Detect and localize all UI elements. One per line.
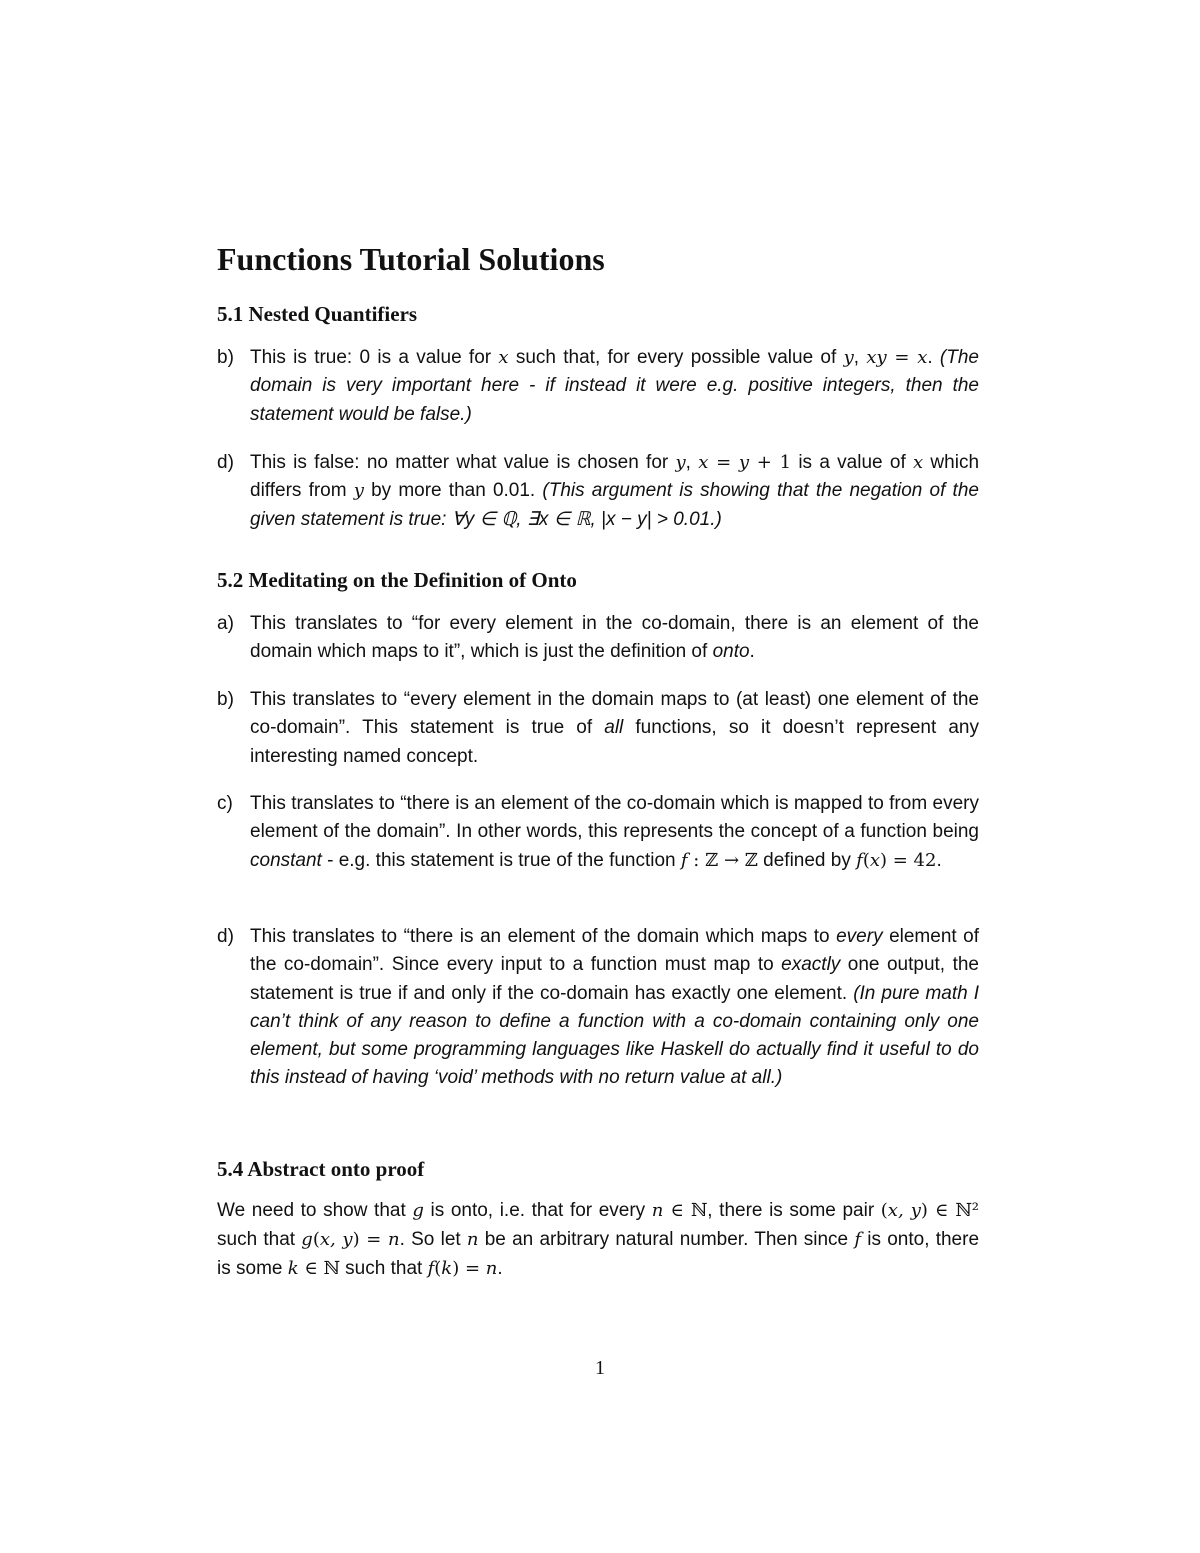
math-run: ( xyxy=(880,1200,888,1221)
section-heading-5-1: 5.1 Nested Quantifiers xyxy=(217,302,418,326)
text-run: This translates to “every element in the domain maps to (at least) one element of the co-domain”. This statement is true of xyxy=(250,689,979,739)
math-run: x xyxy=(869,849,880,871)
text-run: . xyxy=(936,849,942,871)
math-run: n xyxy=(388,1228,400,1250)
list-item xyxy=(217,449,979,534)
math-run: x, y xyxy=(887,1200,921,1221)
math-run: ) = xyxy=(352,1228,389,1250)
text-run: This translates to “there is an element of the domain which maps to xyxy=(250,926,837,947)
math-run: ( xyxy=(312,1228,320,1250)
text-run: which differs from xyxy=(250,452,980,502)
italic-run: all xyxy=(604,717,624,739)
math-run: ) ∈ ℕ² xyxy=(920,1200,980,1221)
proof-paragraph xyxy=(217,1197,979,1283)
item-text xyxy=(250,790,979,875)
page-number: 1 xyxy=(595,1357,605,1379)
text-run: be an arbitrary natural number. Then since xyxy=(478,1228,855,1250)
math-run: n xyxy=(651,1200,664,1221)
text-run: is a value of xyxy=(791,452,913,473)
math-run: : ℤ → ℤ xyxy=(687,849,758,871)
math-run: y xyxy=(675,452,686,473)
item-text xyxy=(250,449,979,534)
italic-run: exactly xyxy=(781,954,841,976)
item-text xyxy=(250,686,979,771)
italic-run: every xyxy=(836,926,883,947)
text-run: element of the co-domain”. Since every input to a function must map to xyxy=(250,926,980,976)
math-run: f xyxy=(856,849,863,871)
list-item xyxy=(217,610,979,667)
item-marker: d) xyxy=(217,452,234,473)
list-item xyxy=(217,923,979,1093)
document-title: Functions Tutorial Solutions xyxy=(217,241,605,277)
section-heading-5-4: 5.4 Abstract onto proof xyxy=(217,1157,425,1181)
text-run: such that, for every possible value of xyxy=(508,347,844,368)
text-run: , xyxy=(685,452,699,473)
math-run: xy xyxy=(866,347,887,368)
math-run: k xyxy=(287,1257,299,1279)
item-marker: d) xyxy=(217,926,234,947)
item-marker: c) xyxy=(217,793,233,814)
math-run: y xyxy=(353,480,364,502)
math-run: k xyxy=(441,1257,453,1279)
math-run: x, y xyxy=(319,1228,353,1250)
text-run: This is false: no matter what value is chosen for xyxy=(250,452,676,473)
math-run: n xyxy=(466,1228,479,1250)
math-run: = xyxy=(708,452,739,473)
italic-run: (The domain is very important here - if instead it were e.g. positive integers, then the statement would be false.) xyxy=(250,347,979,425)
italic-run: onto xyxy=(712,641,750,663)
list-item xyxy=(217,344,979,429)
text-run: This translates to “there is an element of the co-domain which is mapped to from every element of the domain”. In other words, this represents the concept of a function being xyxy=(250,793,979,843)
math-run: y xyxy=(843,347,854,368)
text-run: such that xyxy=(339,1257,428,1279)
text-run: functions, so it doesn’t represent any interesting named concept. xyxy=(250,717,979,767)
text-run: We need to show that xyxy=(217,1200,413,1221)
text-run: defined by xyxy=(757,849,857,871)
text-run: . xyxy=(497,1257,503,1279)
math-run: ) = xyxy=(452,1257,486,1279)
text-run: . xyxy=(749,641,755,663)
math-run: x xyxy=(698,452,709,473)
italic-run: (In pure math I can’t think of any reason to define a function with a co-domain containing only one element, but some programming languages like Haskell do actually find it useful to do this instead of having ‘void’ methods with no return value at all.) xyxy=(250,982,979,1089)
text-run: , there is some pair xyxy=(707,1200,881,1221)
item-text xyxy=(250,344,979,429)
math-run: f xyxy=(427,1257,435,1279)
text-run: . So let xyxy=(399,1228,467,1250)
text-run: , xyxy=(853,347,867,368)
math-run: x xyxy=(498,347,509,368)
text-run: by more than 0.01. xyxy=(363,480,543,502)
math-run: g xyxy=(301,1228,313,1250)
item-text xyxy=(250,923,979,1093)
math-run: y xyxy=(738,452,750,473)
item-text xyxy=(250,610,979,667)
item-marker: a) xyxy=(217,613,234,634)
section-heading-5-2: 5.2 Meditating on the Definition of Onto xyxy=(217,568,577,592)
math-run: = xyxy=(886,347,918,368)
math-run: ) = 42 xyxy=(880,849,937,871)
item-marker: b) xyxy=(217,689,234,710)
math-run: n xyxy=(485,1257,498,1279)
math-run: ∈ ℕ xyxy=(663,1200,708,1221)
math-run: ( xyxy=(862,849,870,871)
text-run: This translates to “for every element in the co-domain, there is an element of the domain which maps to it”, which is just the definition of xyxy=(250,613,979,663)
text-run: - e.g. this statement is true of the function xyxy=(321,849,681,871)
text-run: such that xyxy=(217,1228,302,1250)
math-run: f xyxy=(854,1228,862,1250)
italic-run: (This argument is showing that the negation of the given statement is true: ∀y ∈ ℚ, ∃x ∈ ℝ, |x − y| > 0.01.) xyxy=(250,480,979,530)
math-run: ∈ ℕ xyxy=(298,1257,340,1279)
text-run: . xyxy=(927,347,940,368)
math-run: x xyxy=(917,347,928,368)
math-run: ( xyxy=(434,1257,442,1279)
math-run: x xyxy=(913,452,924,473)
text-run: This is true: 0 is a value for xyxy=(250,347,499,368)
text-run: one output, the statement is true if and only if the co-domain has exactly one element. xyxy=(250,954,979,1004)
text-run: is onto, there is some xyxy=(217,1228,980,1279)
text-run: is onto, i.e. that for every xyxy=(423,1200,652,1221)
list-item xyxy=(217,790,979,875)
list-item xyxy=(217,686,979,771)
item-marker: b) xyxy=(217,347,234,368)
math-run: + 1 xyxy=(749,452,792,473)
math-run: f xyxy=(680,849,688,871)
italic-run: constant xyxy=(250,849,322,871)
math-run: g xyxy=(412,1200,424,1221)
